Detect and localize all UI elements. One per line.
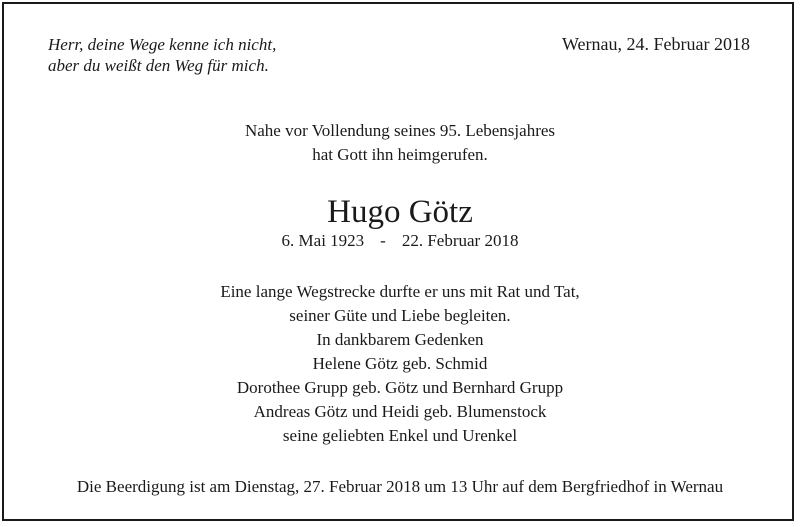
tribute-line: Eine lange Wegstrecke durfte er uns mit Rat und Tat, bbox=[220, 282, 580, 301]
funeral-info: Die Beerdigung ist am Dienstag, 27. Februar 2018 um 13 Uhr auf dem Bergfriedhof in Wernau bbox=[76, 477, 724, 496]
birth-date: 6. Mai 1923 bbox=[281, 231, 365, 250]
verse-line-2: aber du weißt den Weg für mich. bbox=[48, 56, 269, 75]
intro-line-1: Nahe vor Vollendung seines 95. Lebensjahres bbox=[244, 121, 556, 140]
verse-line-1: Herr, deine Wege kenne ich nicht, bbox=[48, 35, 277, 54]
mourner-line: Dorothee Grupp geb. Götz und Bernhard Grupp bbox=[236, 378, 564, 397]
tribute-line: In dankbarem Gedenken bbox=[316, 330, 484, 349]
death-date: 22. Februar 2018 bbox=[401, 231, 519, 250]
place-date: Wernau, 24. Februar 2018 bbox=[562, 34, 750, 54]
intro-line-2: hat Gott ihn heimgerufen. bbox=[312, 145, 488, 164]
tribute-line: seiner Güte und Liebe begleiten. bbox=[289, 306, 511, 325]
date-separator: - bbox=[380, 231, 386, 250]
tribute-text bbox=[0, 280, 800, 448]
bible-verse bbox=[48, 34, 276, 76]
intro-text bbox=[0, 119, 800, 167]
mourner-line: seine geliebten Enkel und Urenkel bbox=[282, 426, 518, 445]
mourner-line: Andreas Götz und Heidi geb. Blumenstock bbox=[253, 402, 547, 421]
mourner-line: Helene Götz geb. Schmid bbox=[312, 354, 488, 373]
life-dates bbox=[0, 230, 800, 252]
deceased-name: Hugo Götz bbox=[327, 194, 473, 230]
